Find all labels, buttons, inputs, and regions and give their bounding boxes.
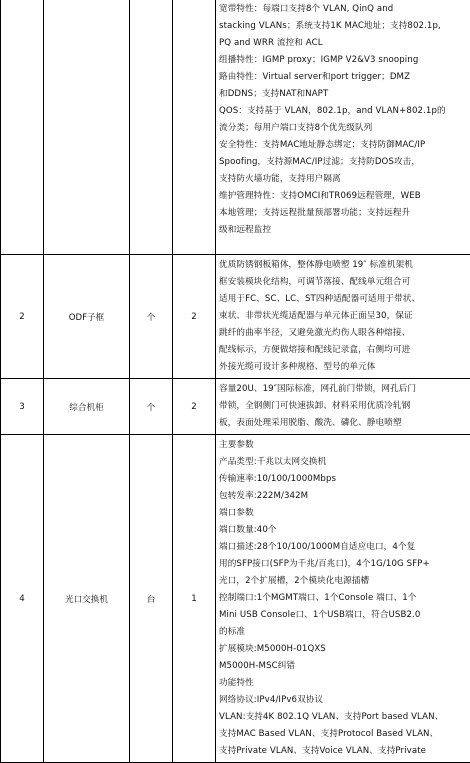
quantity-cell [173, 0, 216, 255]
table-row [1, 0, 470, 255]
description-line: 支持防火墙功能，支持用户隔离 [219, 171, 467, 188]
description-cell [216, 0, 470, 255]
row-index-cell: 3 [1, 379, 44, 435]
description-line: 宽带特性：每端口支持8个 VLAN, QinQ and [219, 1, 467, 18]
description-line: 主要参数 [219, 437, 467, 454]
description-line: 束状、非带状光缆适配器与单元体正面呈30，保证 [219, 308, 467, 325]
description-line: 路由特性：Virtual server和port trigger；DMZ [219, 69, 467, 86]
quantity-cell: 2 [173, 379, 216, 435]
description-line: 配线标示，方便做熔接和配线记录盒，右侧均可进 [219, 342, 467, 359]
description-line: 端口描述:28个10/100/1000M自适应电口，4个复 [219, 539, 467, 556]
item-name-cell: 光口交换机 [44, 435, 130, 763]
quantity-cell: 2 [173, 255, 216, 379]
description-line: 框安装模块化结构，可调节落接、配线单元组合可 [219, 274, 467, 291]
description-line: 外接光缆可设计多种规格、型号的单元体 [219, 359, 467, 376]
unit-cell: 台 [130, 435, 173, 763]
description-line: 优质防锈钢板箱体，整体静电喷塑 19″ 标准机架机 [219, 257, 467, 274]
description-line: M5000H-MSC纠错 [219, 658, 467, 675]
description-line: 维护管理特性：支持OMCI和TR069远程管理，WEB [219, 188, 467, 205]
description-cell [216, 379, 470, 435]
description-line: Mini USB Console口、1个USB端口，符合USB2.0 [219, 607, 467, 624]
description-line: 的标准 [219, 624, 467, 641]
description-line: 和DDNS；支持NAT和NAPT [219, 86, 467, 103]
description-line: 适用于FC、SC、LC、ST四种适配器可适用于带状、 [219, 291, 467, 308]
description-line: 支持Private VLAN、支持Voice VLAN、支持Private [219, 743, 467, 760]
description-line: 光口，2个扩展槽，2个模块化电源插槽 [219, 573, 467, 590]
unit-cell [130, 0, 173, 255]
description-line: 端口参数 [219, 505, 467, 522]
description-line: Spoofing，支持源MAC/IP过滤；支持防DOS攻击， [219, 154, 467, 171]
table-row [1, 379, 470, 435]
description-line: 传输速率:10/100/1000Mbps [219, 471, 467, 488]
description-line: VLAN:支持4K 802.1Q VLAN、支持Port based VLAN、 [219, 709, 467, 726]
item-name-cell [44, 0, 130, 255]
row-index-cell: 2 [1, 255, 44, 379]
description-cell [216, 255, 470, 379]
quantity-cell: 1 [173, 435, 216, 763]
description-line: 容量20U、19″国际标准，网孔前门带锁，网孔后门 [219, 381, 467, 398]
description-line: 组播特性：IGMP proxy；IGMP V2&V3 snooping [219, 52, 467, 69]
item-name-cell: 综合机柜 [44, 379, 130, 435]
description-line: PQ and WRR 流控和 ACL [219, 35, 467, 52]
description-line: QOS：支持基于 VLAN，802.1p，and VLAN+802.1p的 [219, 103, 467, 120]
description-line: 支持MAC Based VLAN、支持Protocol Based VLAN、 [219, 726, 467, 743]
row-index-cell [1, 0, 44, 255]
table-row [1, 255, 470, 379]
description-line: 安全特性：支持MAC地址静态绑定；支持防御MAC/IP [219, 137, 467, 154]
description-line: 跳纤的曲率半径，又避免激光灼伤人眼各种熔接、 [219, 325, 467, 342]
description-line: 功能特性 [219, 675, 467, 692]
description-line: 扩展模块:M5000H-01QXS [219, 641, 467, 658]
description-line: 级和远程监控 [219, 222, 467, 239]
description-line: 用的SFP接口(SFP为千兆/百兆口)，4个1G/10G SFP+ [219, 556, 467, 573]
description-line: 产品类型:千兆以太网交换机 [219, 454, 467, 471]
unit-cell: 个 [130, 255, 173, 379]
description-cell [216, 435, 470, 763]
description-line: 流分类；每用户端口支持8个优先级队列 [219, 120, 467, 137]
row-index-cell: 4 [1, 435, 44, 763]
description-line: 控制端口:1个MGMT端口、1个Console 端口、1个 [219, 590, 467, 607]
description-line: 包转发率:222M/342M [219, 488, 467, 505]
item-name-cell: ODF子框 [44, 255, 130, 379]
table-row [1, 435, 470, 763]
description-line: 端口数量:40个 [219, 522, 467, 539]
description-line: 板，表面处理采用脱脂、酸洗、磷化、静电喷塑 [219, 415, 467, 432]
unit-cell: 个 [130, 379, 173, 435]
description-line: stacking VLANs；系统支持1K MAC地址；支持802.1p, [219, 18, 467, 35]
description-line: 带锁，全钢侧门可快速拔卸、材料采用优质冷轧钢 [219, 398, 467, 415]
description-line: 本地管理；支持远程批量预部署功能；支持远程升 [219, 205, 467, 222]
description-line: 网络协议:IPv4/IPv6双协议 [219, 692, 467, 709]
